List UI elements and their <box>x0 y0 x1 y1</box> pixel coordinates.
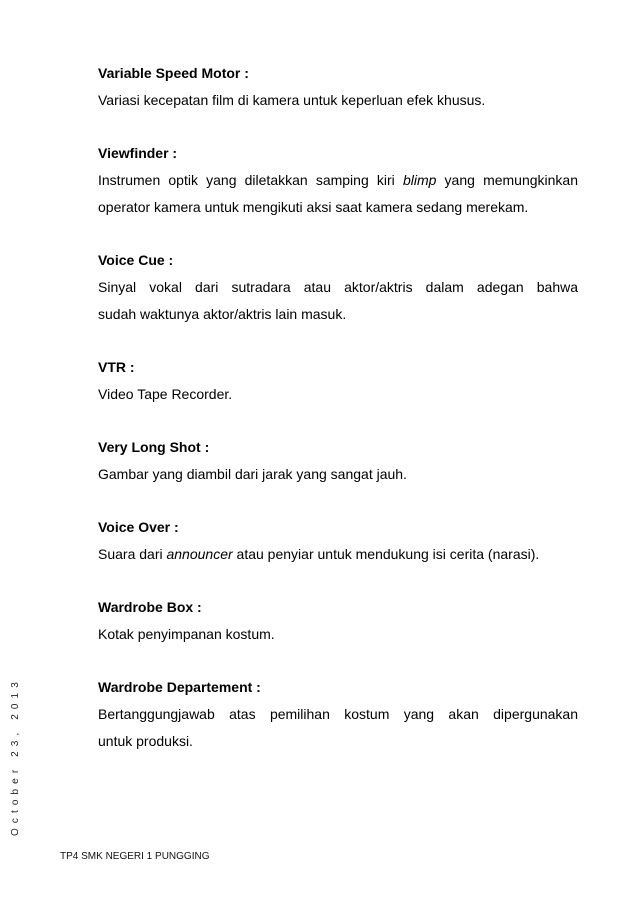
definition-line: Instrumen optik yang diletakkan samping kiri blimp yang memungkinkan <box>98 172 579 188</box>
definition-line: sudah waktunya aktor/aktris lain masuk. <box>98 306 347 322</box>
italic-term: blimp <box>402 172 437 188</box>
glossary-term: Voice Cue : <box>98 252 174 268</box>
glossary-definition: Suara dari announcer atau penyiar untuk mendukung isi cerita (narasi). <box>98 546 540 562</box>
glossary-term: Wardrobe Box : <box>98 599 202 615</box>
glossary-definition: Video Tape Recorder. <box>98 386 233 402</box>
definition-line: operator kamera untuk mengikuti aksi saat kamera sedang merekam. <box>98 199 529 215</box>
glossary-definition: Kotak penyimpanan kostum. <box>98 626 275 642</box>
glossary-term: Viewfinder : <box>98 145 178 161</box>
glossary-entry <box>98 434 578 488</box>
glossary-definition <box>98 167 578 221</box>
glossary-entry <box>98 60 578 114</box>
glossary-term: Very Long Shot : <box>98 439 210 455</box>
definition-line: Sinyal vokal dari sutradara atau aktor/aktris dalam adegan bahwa <box>98 279 578 295</box>
glossary-term: VTR : <box>98 359 135 375</box>
glossary-definition: Variasi kecepatan film di kamera untuk keperluan efek khusus. <box>98 92 486 108</box>
glossary-definition <box>98 701 578 755</box>
glossary-entry <box>98 674 578 755</box>
side-date: October 23, 2013 <box>10 677 21 836</box>
glossary-term: Wardrobe Departement : <box>98 679 261 695</box>
glossary-term: Voice Over : <box>98 519 179 535</box>
glossary-entry <box>98 594 578 648</box>
page-footer: TP4 SMK NEGERI 1 PUNGGING <box>60 851 210 862</box>
glossary-definition: Gambar yang diambil dari jarak yang sangat jauh. <box>98 466 407 482</box>
definition-line: untuk produksi. <box>98 733 193 749</box>
glossary-entry <box>98 247 578 328</box>
definition-line: Bertanggungjawab atas pemilihan kostum yang akan dipergunakan <box>98 706 578 722</box>
italic-term: announcer <box>166 546 233 562</box>
glossary-entry <box>98 140 578 221</box>
glossary-term: Variable Speed Motor : <box>98 65 249 81</box>
glossary-definition <box>98 274 578 328</box>
glossary-content <box>98 60 578 755</box>
glossary-entry <box>98 354 578 408</box>
glossary-entry <box>98 514 578 568</box>
